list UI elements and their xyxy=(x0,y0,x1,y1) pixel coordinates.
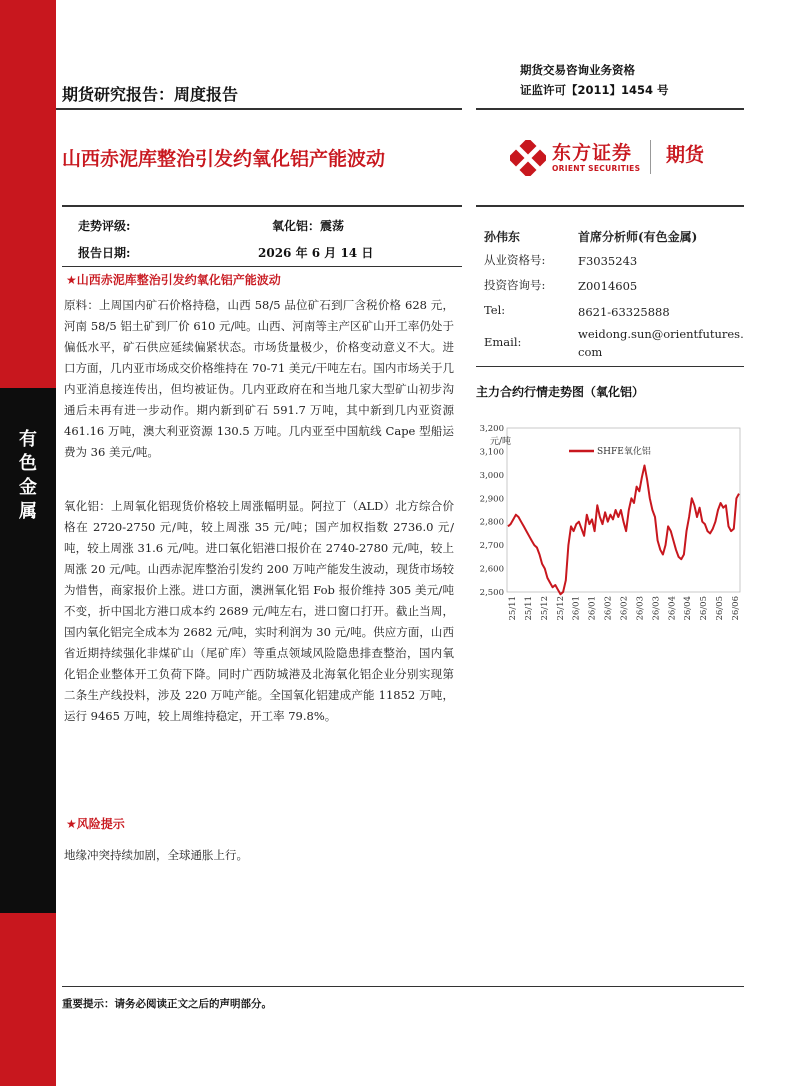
x-tick-label: 26/03 xyxy=(651,596,662,621)
section-title-summary: ★山西赤泥库整治引发约氧化铝产能波动 xyxy=(66,273,281,287)
y-tick-label: 2,600 xyxy=(479,564,504,575)
email-label: Email: xyxy=(484,335,522,349)
y-axis-unit-label: 元/吨 xyxy=(490,437,512,447)
header-divider-right xyxy=(476,108,744,110)
series-line-shfe-alumina xyxy=(508,466,739,595)
y-tick-label: 3,000 xyxy=(479,470,504,481)
header-divider xyxy=(56,108,462,110)
license-value: F3035243 xyxy=(578,254,638,268)
logo-subbrand: 期货 xyxy=(666,144,705,166)
rating-value: 氧化铝：震荡 xyxy=(272,219,345,233)
sidebar-char: 有 xyxy=(19,429,37,450)
sidebar-category-label xyxy=(0,428,56,524)
y-tick-label: 3,100 xyxy=(479,447,504,458)
x-tick-label: 26/06 xyxy=(731,596,741,621)
license-line: 证监许可【2011】1454 号 xyxy=(520,83,669,97)
logo-name-en: ORIENT SECURITIES xyxy=(552,164,641,173)
y-tick-label: 2,900 xyxy=(479,494,504,505)
x-tick-label: 26/01 xyxy=(571,596,582,621)
x-tick-label: 26/04 xyxy=(667,596,678,621)
email-value[interactable] xyxy=(578,325,744,361)
chart-title: 主力合约行情走势图（氧化铝） xyxy=(476,385,645,399)
consult-value: Z0014605 xyxy=(578,279,638,293)
date-value: 2026 年 6 月 14 日 xyxy=(258,246,374,260)
page-title: 山西赤泥库整治引发约氧化铝产能波动 xyxy=(62,148,386,170)
legend-label: SHFE氧化铝 xyxy=(597,447,651,457)
logo-separator xyxy=(650,140,651,174)
sidebar-char: 色 xyxy=(19,453,37,474)
tel-value: 8621-63325888 xyxy=(578,305,670,319)
y-tick-label: 2,500 xyxy=(479,588,504,598)
paragraph-alumina: 氧化铝：上周氧化铝现货价格较上周涨幅明显。阿拉丁（ALD）北方综合价格在 2720-2750 元/吨，较上周涨 35 元/吨；国产加权指数 2736.0 元/吨，较上周涨 31.6 元/吨。进口氧化铝港口报价在 2740-2780 元/吨，较上周涨 20 元/吨。山西赤泥库整治引发约 200 万吨产能发生波动，现货市场较为惜售，商家报价上涨。进口方面，澳洲氧化铝 Fob 报价维持 305 美元/吨不变，折中国北方港口成本约 2689 元/吨左右，进口窗口打开。截止当周，国内氧化铝完全成本为 2682 元/吨，实时利润为 30 元/吨。供应方面，山西省近期持续强化非煤矿山（尾矿库）等重点领域风险隐患排查整治，国内氧化铝企业整体开工负荷下降。同时广西防城港及北海氧化铝企业分别实现第二条生产线投料，涉及 220 万吨产能。全国氧化铝建成产能 11852 万吨，运行 9465 万吨，较上周维持稳定，开工率 79.8%。 xyxy=(64,499,454,723)
license-label: 从业资格号: xyxy=(484,253,546,267)
meta-top-divider xyxy=(62,205,462,207)
footer-note: 重要提示：请务必阅读正文之后的声明部分。 xyxy=(62,998,272,1010)
consult-label: 投资咨询号: xyxy=(484,278,546,292)
x-tick-label: 26/05 xyxy=(699,596,710,621)
paragraph-raw-materials: 原料：上周国内矿石价格持稳，山西 58/5 品位矿石到厂含税价格 628 元，河南 58/5 铝土矿到厂价 610 元/吨。山西、河南等主产区矿山开工率仍处于偏低水平，矿石供应延续偏紧状态。市场货量极少，价格变动意义不大。进口方面，几内亚市场成交价格维持在 70-71 美元/干吨左右。国内市场关于几内亚消息接连传出，但均被证伪。几内亚政府在和当地几家大型矿山初步沟通后未再有进一步动作。期内新到矿石 591.7 万吨，其中新到几内亚资源 461.16 万吨，澳大利亚资源 130.5 万吨。几内亚至中国航线 Cape 型船运费为 36 美元/吨。 xyxy=(64,298,454,459)
paragraph-risk: 地缘冲突持续加剧，全球通胀上行。 xyxy=(64,848,248,862)
x-tick-label: 26/03 xyxy=(635,596,646,621)
sidebar-char: 属 xyxy=(19,501,37,522)
date-label: 报告日期: xyxy=(78,246,131,260)
qualification-block xyxy=(520,60,669,100)
analyst-name: 孙伟东 xyxy=(484,230,521,244)
logo-name-cn: 东方证券 xyxy=(552,142,633,164)
x-tick-label: 26/05 xyxy=(715,596,726,621)
company-logo xyxy=(510,136,740,180)
x-tick-label: 25/12 xyxy=(539,596,550,621)
analyst-top-divider xyxy=(476,205,744,207)
x-tick-label: 26/02 xyxy=(603,596,614,621)
x-tick-label: 25/11 xyxy=(508,596,518,621)
x-tick-label: 26/02 xyxy=(619,596,630,621)
email-line-2: com xyxy=(578,345,603,359)
price-chart xyxy=(474,398,744,630)
x-tick-label: 26/01 xyxy=(587,596,598,621)
footer-divider xyxy=(62,986,744,987)
analyst-bottom-divider xyxy=(476,366,744,367)
x-tick-label: 25/12 xyxy=(555,596,566,621)
tel-label: Tel: xyxy=(484,303,506,317)
y-tick-label: 2,800 xyxy=(479,517,504,528)
analyst-title: 首席分析师(有色金属) xyxy=(578,230,698,244)
y-tick-label: 3,200 xyxy=(479,424,504,434)
price-chart-svg xyxy=(474,398,744,630)
qualification-line: 期货交易咨询业务资格 xyxy=(520,63,635,77)
logo-mark-icon xyxy=(510,140,546,176)
rating-label: 走势评级: xyxy=(78,219,131,233)
meta-bottom-divider xyxy=(62,266,462,267)
report-type: 期货研究报告：周度报告 xyxy=(62,85,239,104)
x-tick-label: 26/04 xyxy=(683,596,694,621)
y-tick-label: 2,700 xyxy=(479,541,504,552)
x-tick-label: 25/11 xyxy=(523,596,534,621)
sidebar-char: 金 xyxy=(19,477,37,498)
section-title-risk: ★风险提示 xyxy=(66,817,125,831)
email-line-1: weidong.sun@orientfutures. xyxy=(578,327,744,341)
